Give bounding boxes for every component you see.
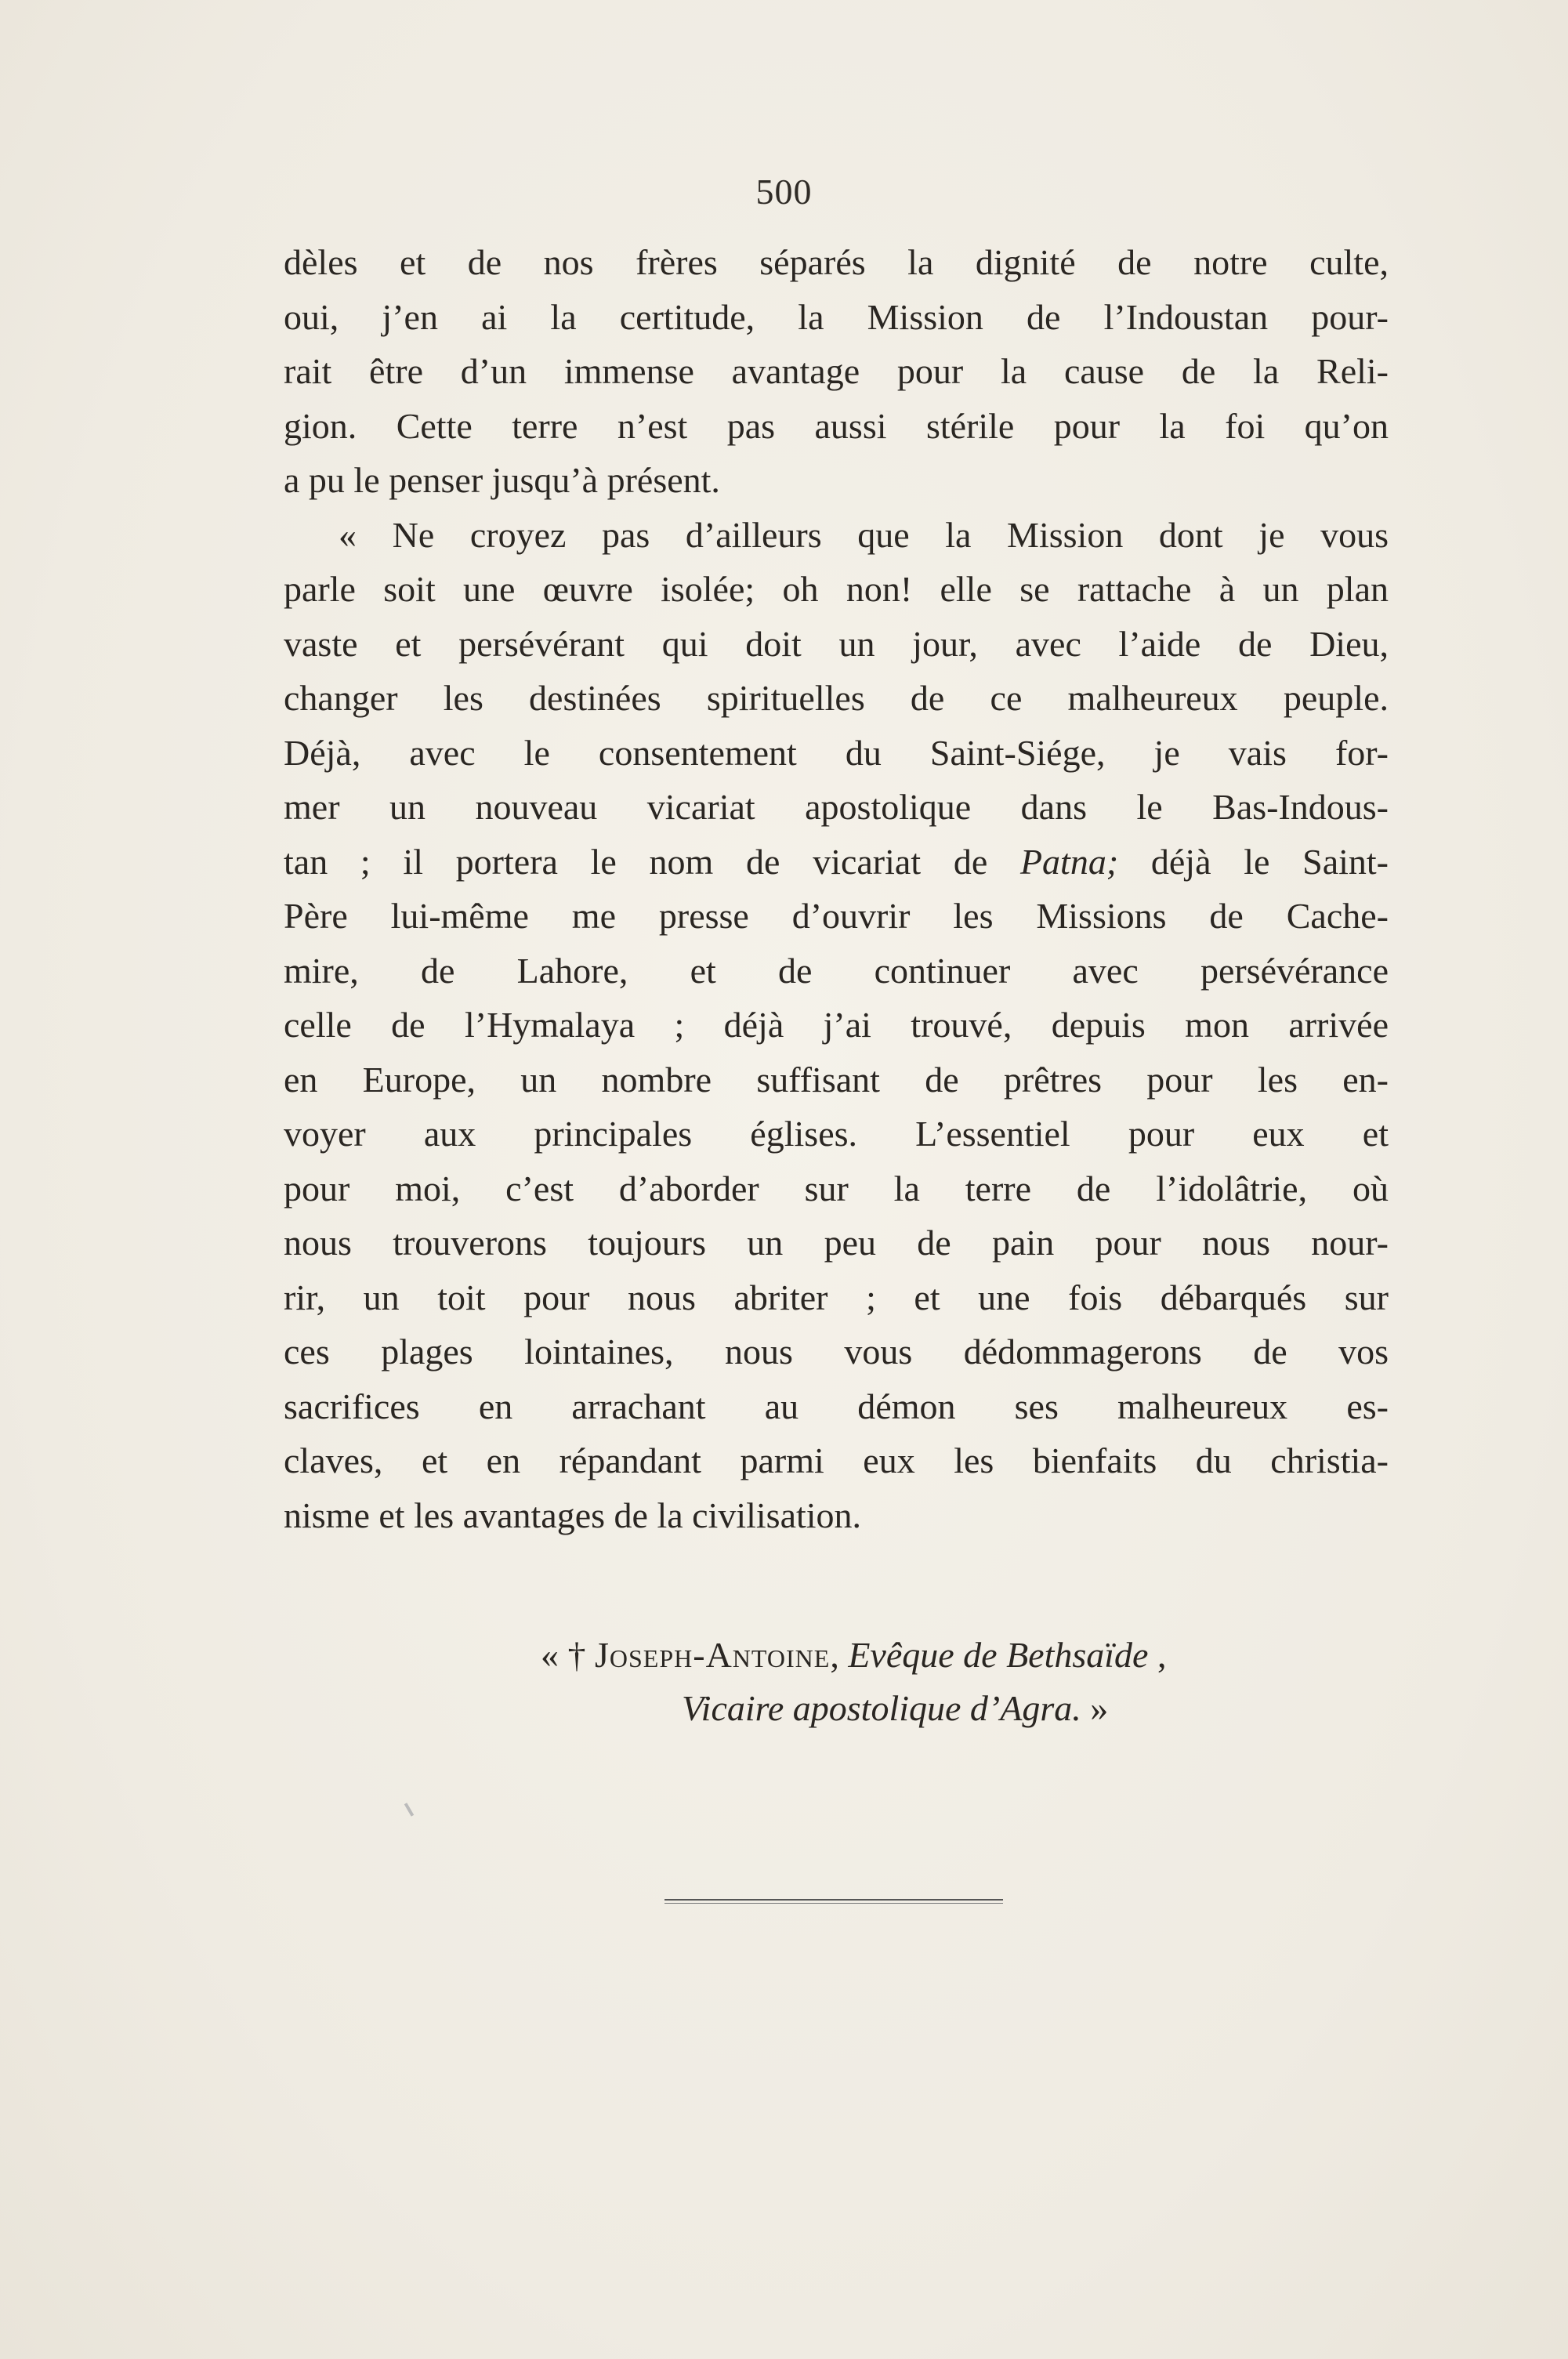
text-line: vaste et persévérant qui doit un jour, avec l’aide de Dieu, xyxy=(284,623,1389,664)
signature-block xyxy=(541,1629,1403,1735)
signature-title-bishop: Evêque de Bethsaïde xyxy=(848,1635,1149,1675)
section-divider-rule xyxy=(664,1899,1003,1901)
text-line: nous trouverons toujours un peu de pain pour nous nour- xyxy=(284,1223,1389,1263)
text-line: voyer aux principales églises. L’essentiel pour eux et xyxy=(284,1114,1389,1154)
text-line: gion. Cette terre n’est pas aussi stérile pour la foi qu’on xyxy=(284,405,1389,446)
signature-line-1 xyxy=(541,1629,1403,1682)
text-line: nisme et les avantages de la civilisation. xyxy=(284,1495,862,1535)
body-text xyxy=(284,235,1389,1542)
text-line: rait être d’un immense avantage pour la cause de la Reli- xyxy=(284,351,1389,391)
signature-title-vicar: Vicaire apostolique d’Agra. xyxy=(682,1688,1081,1728)
text-line: oui, j’en ai la certitude, la Mission de l’Indoustan pour- xyxy=(284,296,1389,337)
text-segment: tan ; il portera le nom de vicariat de xyxy=(284,841,1020,882)
text-line: claves, et en répandant parmi eux les bienfaits du christia- xyxy=(284,1440,1389,1480)
signature-comma: , xyxy=(1157,1635,1167,1675)
signature-line-2 xyxy=(541,1682,1403,1735)
signature-comma: , xyxy=(830,1635,839,1675)
text-line: Déjà, avec le consentement du Saint-Siége, je vais for- xyxy=(284,732,1389,773)
text-line: ces plages lointaines, nous vous dédommagerons de vos xyxy=(284,1332,1389,1372)
text-line: « Ne croyez pas d’ailleurs que la Mission dont je vous xyxy=(339,514,1389,555)
text-line: a pu le penser jusqu’à présent. xyxy=(284,460,720,500)
text-line: mire, de Lahore, et de continuer avec persévérance xyxy=(284,950,1389,991)
text-line: Père lui-même me presse d’ouvrir les Missions de Cache- xyxy=(284,896,1389,936)
text-line: mer un nouveau vicariat apostolique dans le Bas-Indous- xyxy=(284,787,1389,827)
signature-close-quote: » xyxy=(1090,1688,1109,1728)
text-line: parle soit une œuvre isolée; oh non! elle se rattache à un plan xyxy=(284,569,1389,609)
text-line: pour moi, c’est d’aborder sur la terre de l’idolâtrie, où xyxy=(284,1168,1389,1208)
text-line: sacrifices en arrachant au démon ses malheureux es- xyxy=(284,1386,1389,1426)
signature-name: Joseph-Antoine xyxy=(595,1635,831,1675)
text-line: en Europe, un nombre suffisant de prêtres pour les en- xyxy=(284,1059,1389,1100)
text-line: changer les destinées spirituelles de ce malheureux peuple. xyxy=(284,678,1389,718)
text-line-patna xyxy=(284,835,1389,890)
text-line: celle de l’Hymalaya ; déjà j’ai trouvé, depuis mon arrivée xyxy=(284,1005,1389,1045)
page-number: 500 xyxy=(755,172,813,212)
italic-place-name: Patna; xyxy=(1019,841,1119,882)
text-line: rir, un toit pour nous abriter ; et une fois débarqués sur xyxy=(284,1277,1389,1317)
paper-speck xyxy=(404,1803,414,1817)
text-segment: déjà le Saint- xyxy=(1118,841,1389,882)
text-line: dèles et de nos frères séparés la dignité de notre culte, xyxy=(284,242,1389,282)
signature-open-quote: « † xyxy=(541,1635,586,1675)
section-divider-rule-thin xyxy=(664,1903,1003,1904)
